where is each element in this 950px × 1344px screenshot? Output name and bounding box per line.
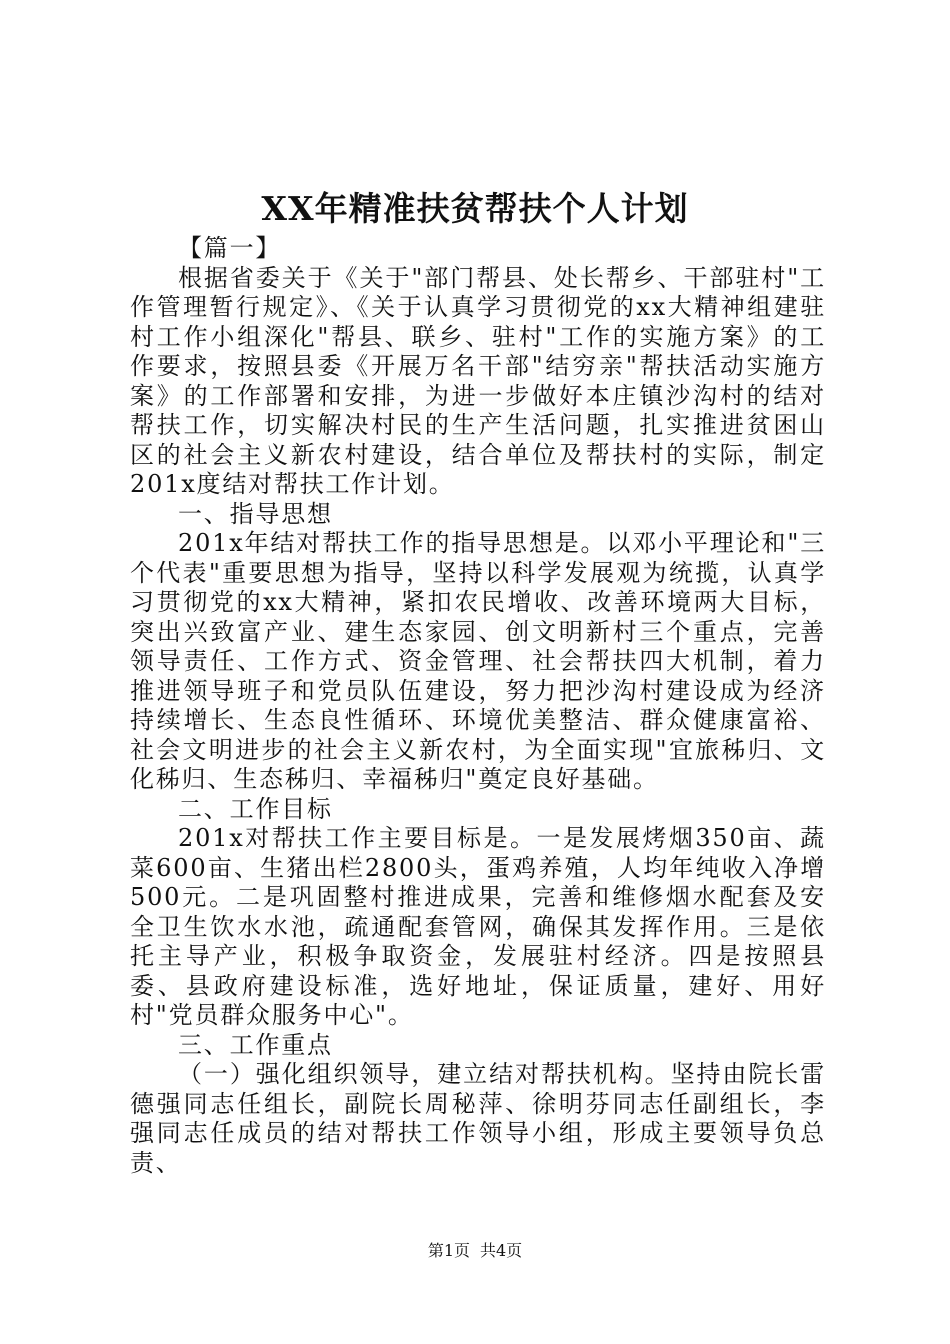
work-goals-paragraph: 201x对帮扶工作主要目标是。一是发展烤烟350亩、蔬菜600亩、生猪出栏2800头，蛋鸡养殖，人均年纯收入净增500元。二是巩固整村推进成果，完善和维修烟水配套及安全卫生饮水水池，疏通配套管网，确保其发挥作用。三是依托主导产业，积极争取资金，发展驻村经济。四是按照县委、县政府建设标准，选好地址，保证质量，建好、用好村"党员群众服务中心"。 <box>130 824 826 1029</box>
section-marker: 【篇一】 <box>178 234 282 262</box>
document-body <box>130 234 826 1178</box>
intro-paragraph: 根据省委关于《关于"部门帮县、处长帮乡、干部驻村"工作管理暂行规定》、《关于认真学习贯彻党的xx大精神组建驻村工作小组深化"帮县、联乡、驻村"工作的实施方案》的工作要求，按照县委《开展万名干部"结穷亲"帮扶活动实施方案》的工作部署和安排，为进一步做好本庄镇沙沟村的结对帮扶工作，切实解决村民的生产生活问题，扎实推进贫困山区的社会主义新农村建设，结合单位及帮扶村的实际，制定201x度结对帮扶工作计划。 <box>130 263 826 498</box>
document-title: XX年精准扶贫帮扶个人计划 <box>261 189 689 228</box>
page-footer <box>0 1240 950 1262</box>
page-number: 第1页 <box>427 1241 470 1260</box>
work-focus-paragraph: （一）强化组织领导，建立结对帮扶机构。坚持由院长雷德强同志任组长，副院长周秘萍、徐明芬同志任副组长，李强同志任成员的结对帮扶工作领导小组，形成主要领导负总责、 <box>130 1060 826 1177</box>
heading-guiding-ideology: 一、指导思想 <box>178 499 333 528</box>
heading-work-goals: 二、工作目标 <box>178 794 333 823</box>
page-total: 共4页 <box>480 1241 523 1260</box>
heading-work-focus: 三、工作重点 <box>178 1030 333 1059</box>
guiding-ideology-paragraph: 201x年结对帮扶工作的指导思想是。以邓小平理论和"三个代表"重要思想为指导，坚持以科学发展观为统揽，认真学习贯彻党的xx大精神，紧扣农民增收、改善环境两大目标，突出兴致富产业、建生态家园、创文明新村三个重点，完善领导责任、工作方式、资金管理、社会帮扶四大机制，着力推进领导班子和党员队伍建设，努力把沙沟村建设成为经济持续增长、生态良性循环、环境优美整洁、群众健康富裕、社会文明进步的社会主义新农村，为全面实现"宜旅秭归、文化秭归、生态秭归、幸福秭归"奠定良好基础。 <box>130 529 826 793</box>
